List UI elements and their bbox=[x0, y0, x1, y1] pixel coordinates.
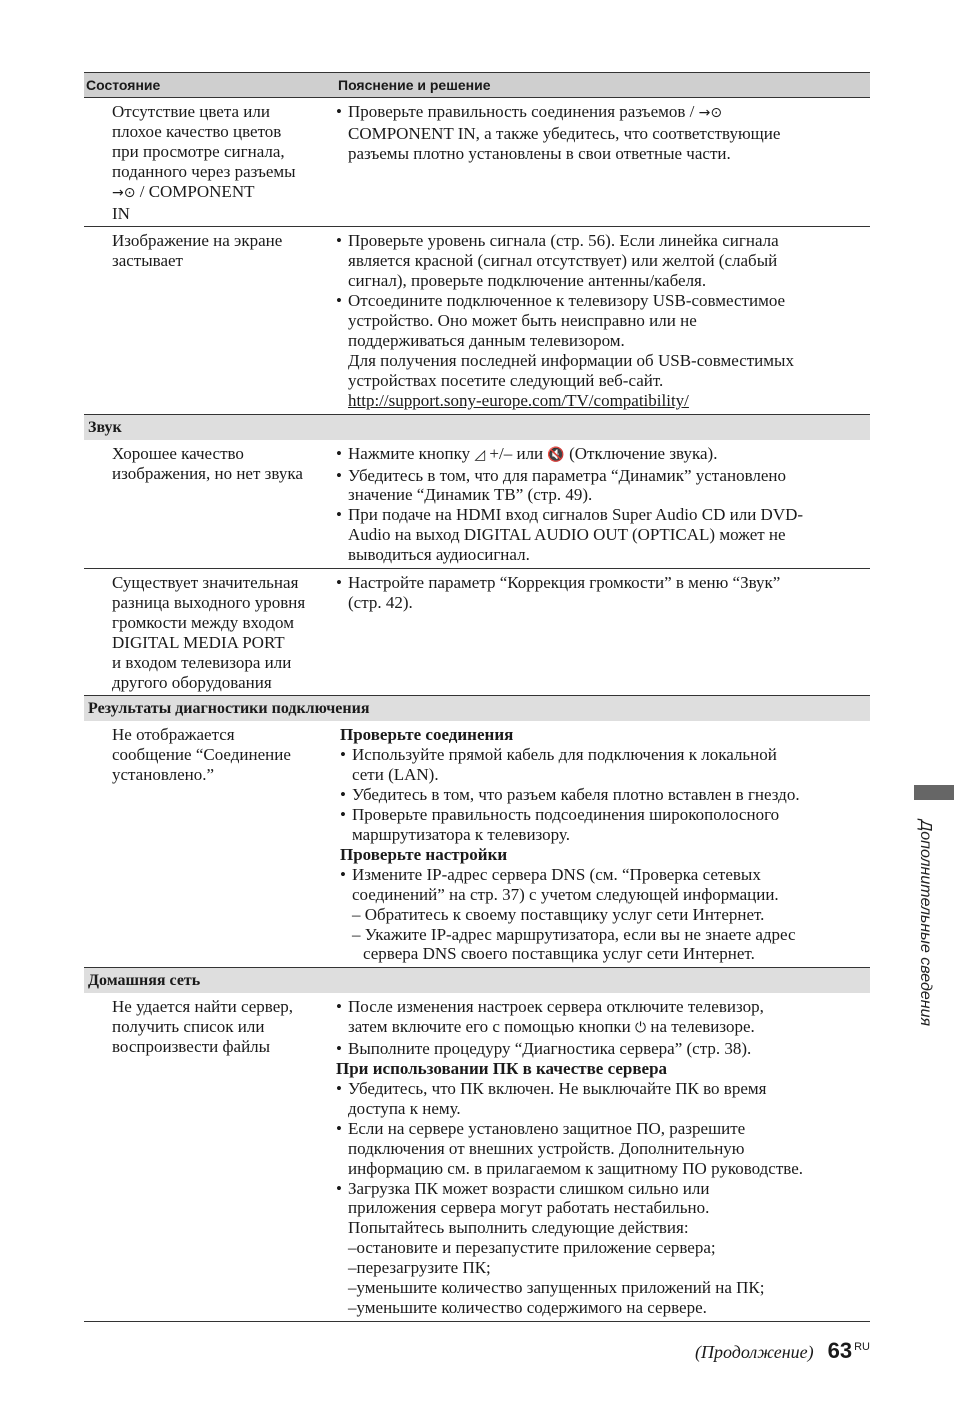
condition-cell bbox=[84, 997, 336, 1318]
solution-cell: Проверьте соединения • Используйте прямой кабель для подключения к локальной сети (LAN). • Убедитесь в том, что разъем кабеля плотно вставлен в гнездо. • Проверьте правильность подсоединения широкополосного маршрутизатора к телевизору. Проверьте настройки • Измените IP-адрес сервера DNS (см. “Проверка сетевых соединений” на стр. 37) с учетом следующей информации. – Обратитесь к своему поставщику услуг сети Интернет. – Укажите IP-адрес маршрутизатора, если вы не знаете адрес сервера DNS своего поставщика услуг сети Интернет. bbox=[336, 725, 870, 964]
page-number: 63 bbox=[827, 1338, 853, 1363]
solution-line: • Проверьте правильность подсоединения широкополосного bbox=[336, 805, 870, 825]
condition-line: Хорошее качество bbox=[112, 443, 244, 463]
condition-line: Не отображается bbox=[112, 725, 235, 745]
solution-line: Для получения последней информации об USB-совместимых bbox=[348, 350, 794, 370]
solution-line: соединений” на стр. 37) с учетом следующей информации. bbox=[352, 884, 779, 904]
solution-subheading: Проверьте соединения bbox=[340, 725, 514, 745]
condition-line: застывает bbox=[112, 251, 183, 271]
solution-line: поддерживаться данным телевизором. bbox=[348, 330, 625, 350]
condition-line: DIGITAL MEDIA PORT bbox=[112, 632, 285, 652]
component-input-icon: →⊙ bbox=[698, 105, 723, 121]
condition-cell bbox=[84, 102, 336, 223]
solution-line: остановите и перезапустите приложение сервера; bbox=[356, 1238, 716, 1258]
solution-line: сети (LAN). bbox=[352, 765, 439, 785]
condition-line: плохое качество цветов bbox=[112, 121, 282, 141]
solution-line: (стр. 42). bbox=[348, 592, 413, 612]
condition-line: Не удается найти сервер, bbox=[112, 997, 294, 1017]
condition-cell bbox=[84, 444, 336, 565]
side-section-label: Дополнительные сведения bbox=[917, 820, 934, 1027]
condition-line: воспроизвести файлы bbox=[112, 1037, 271, 1057]
condition-line: изображения, но нет звука bbox=[112, 463, 303, 483]
solution-line: • Если на сервере установлено защитное ПО, разрешите bbox=[336, 1119, 870, 1139]
solution-cell bbox=[336, 573, 870, 692]
solution-line: Укажите IP-адрес маршрутизатора, если вы не знаете адрес bbox=[364, 924, 796, 944]
table-row bbox=[84, 440, 870, 568]
solution-line: маршрутизатора к телевизору. bbox=[352, 825, 570, 844]
solution-line: перезагрузите ПК; bbox=[356, 1258, 491, 1278]
solution-line: • После изменения настроек сервера отключите телевизор, bbox=[336, 997, 870, 1017]
solution-line: Проверьте правильность соединения разъемов / bbox=[348, 102, 695, 121]
solution-line: является красной (сигнал отсутствует) или желтой (слабый bbox=[348, 251, 778, 271]
solution-line: • Убедитесь, что ПК включен. Не выключайте ПК во время bbox=[336, 1079, 870, 1099]
condition-line: и входом телевизора или bbox=[112, 652, 292, 672]
solution-line: выводиться аудиосигнал. bbox=[348, 545, 530, 565]
solution-line: затем включите его с помощью кнопки bbox=[348, 1017, 631, 1037]
solution-cell bbox=[336, 231, 870, 410]
section-sound: Звук bbox=[84, 414, 870, 440]
condition-line: громкости между входом bbox=[112, 612, 294, 632]
solution-line: на телевизоре. bbox=[650, 1017, 755, 1037]
solution-line: подключения от внешних устройств. Дополнительную bbox=[348, 1138, 745, 1158]
condition-line: получить список или bbox=[112, 1017, 265, 1037]
solution-cell bbox=[336, 102, 870, 223]
compatibility-link[interactable]: http://support.sony-europe.com/TV/compatibility/ bbox=[348, 390, 689, 410]
table-row bbox=[84, 993, 870, 1322]
solution-line: устройствах посетите следующий веб-сайт. bbox=[348, 370, 664, 390]
solution-subheading: При использовании ПК в качестве сервера bbox=[336, 1059, 668, 1079]
condition-line: поданного через разъемы bbox=[112, 161, 296, 181]
condition-line: при просмотре сигнала, bbox=[112, 141, 285, 161]
table-row bbox=[84, 98, 870, 226]
solution-line: • При подаче на HDMI вход сигналов Super Audio CD или DVD- bbox=[336, 505, 870, 525]
solution-line: • Настройте параметр “Коррекция громкости” в меню “Звук” bbox=[336, 573, 870, 593]
solution-line: доступа к нему. bbox=[348, 1098, 461, 1118]
solution-cell: • После изменения настроек сервера отключите телевизор, затем включите его с помощью кнопки ⏻ на телевизоре. • Выполните процедуру “Диагностика сервера” (стр. 38). При использовании ПК в качестве сервера • Убедитесь, что ПК включен. Не выключайте ПК во время доступа к нему. • Если на сервере установлено защитное ПО, разрешите подключения от внешних устройств. Дополнительную информацию см. в прилагаемом к защитному ПО руководстве. • Загрузка ПК может возрасти слишком сильно или приложения сервера могут работать нестабильно. Попытайтесь выполнить следующие действия: –остановите и перезапустите приложение сервера; –перезагрузите ПК; –уменьшите количество запущенных приложений на ПК; –уменьшите количество содержимого на сервере. bbox=[336, 997, 870, 1318]
condition-line: Существует значительная bbox=[112, 573, 299, 593]
volume-icon: ◿ bbox=[474, 446, 486, 463]
solution-line: • Убедитесь в том, что для параметра “Динамик” установлено bbox=[336, 466, 870, 486]
table-row bbox=[84, 721, 870, 967]
solution-line: • Используйте прямой кабель для подключения к локальной bbox=[336, 745, 870, 765]
section-diagnostics: Результаты диагностики подключения bbox=[84, 695, 870, 721]
condition-line: IN bbox=[112, 203, 130, 223]
condition-line: установлено.” bbox=[112, 765, 215, 785]
solution-line: приложения сервера могут работать нестабильно. bbox=[348, 1198, 710, 1218]
solution-line: Audio на выход DIGITAL AUDIO OUT (OPTICAL) может не bbox=[348, 525, 786, 545]
condition-line: Отсутствие цвета или bbox=[112, 102, 270, 121]
solution-line: сигнал), проверьте подключение антенны/кабеля. bbox=[348, 271, 707, 291]
solution-line: устройство. Оно может быть неисправно или не bbox=[348, 311, 697, 331]
language-code: RU bbox=[854, 1341, 870, 1353]
page-footer bbox=[695, 1338, 870, 1364]
solution-line: уменьшите количество содержимого на сервере. bbox=[356, 1297, 707, 1317]
condition-cell bbox=[84, 573, 336, 692]
condition-line: разница выходного уровня bbox=[112, 592, 306, 612]
solution-line: уменьшите количество запущенных приложений на ПК; bbox=[356, 1278, 765, 1298]
solution-line: Обратитесь к своему поставщику услуг сети Интернет. bbox=[364, 904, 765, 924]
condition-line: / COMPONENT bbox=[139, 181, 255, 201]
condition-cell bbox=[84, 231, 336, 410]
solution-line: Нажмите кнопку bbox=[348, 443, 471, 463]
solution-line: • Измените IP-адрес сервера DNS (см. “Проверка сетевых bbox=[336, 865, 870, 885]
condition-line: Изображение на экране bbox=[112, 231, 283, 251]
solution-line: разъемы плотно установлены в свои ответные части. bbox=[348, 143, 731, 163]
solution-line: • Проверьте уровень сигнала (стр. 56). Если линейка сигнала bbox=[336, 231, 870, 251]
col-condition-header: Состояние bbox=[86, 77, 161, 93]
solution-line: • Убедитесь в том, что разъем кабеля плотно вставлен в гнездо. bbox=[336, 785, 870, 805]
solution-line: • Загрузка ПК может возрасти слишком сильно или bbox=[336, 1179, 870, 1199]
solution-subheading: Проверьте настройки bbox=[340, 844, 508, 864]
continued-label: (Продолжение) bbox=[694, 1342, 814, 1362]
col-solution-header: Пояснение и решение bbox=[338, 77, 491, 93]
solution-cell bbox=[336, 444, 870, 565]
solution-line: COMPONENT IN, а также убедитесь, что соответствующие bbox=[348, 123, 781, 143]
solution-line: информацию см. в прилагаемом к защитному ПО руководстве. bbox=[348, 1158, 804, 1178]
condition-line: сообщение “Соединение bbox=[112, 745, 291, 765]
table-header bbox=[84, 72, 870, 98]
section-tab-marker bbox=[914, 785, 954, 800]
troubleshooting-table bbox=[84, 72, 870, 1322]
component-input-icon: →⊙ bbox=[112, 184, 136, 201]
solution-line: +/– или bbox=[489, 443, 544, 463]
table-row bbox=[84, 226, 870, 413]
section-home-network: Домашняя сеть bbox=[84, 967, 870, 993]
condition-cell bbox=[84, 725, 336, 964]
solution-line: сервера DNS своего поставщика услуг сети Интернет. bbox=[363, 944, 755, 964]
solution-line: • Выполните процедуру “Диагностика сервера” (стр. 38). bbox=[336, 1039, 870, 1059]
solution-line: значение “Динамик ТВ” (стр. 49). bbox=[348, 485, 593, 505]
power-icon: ⏻ bbox=[635, 1020, 647, 1037]
mute-icon: 🔇 bbox=[547, 446, 565, 463]
condition-line: другого оборудования bbox=[112, 672, 272, 692]
solution-line: • Отсоедините подключенное к телевизору USB-совместимое bbox=[336, 291, 870, 311]
solution-line: (Отключение звука). bbox=[569, 443, 718, 463]
table-row bbox=[84, 568, 870, 695]
solution-line: Попытайтесь выполнить следующие действия: bbox=[348, 1218, 689, 1238]
